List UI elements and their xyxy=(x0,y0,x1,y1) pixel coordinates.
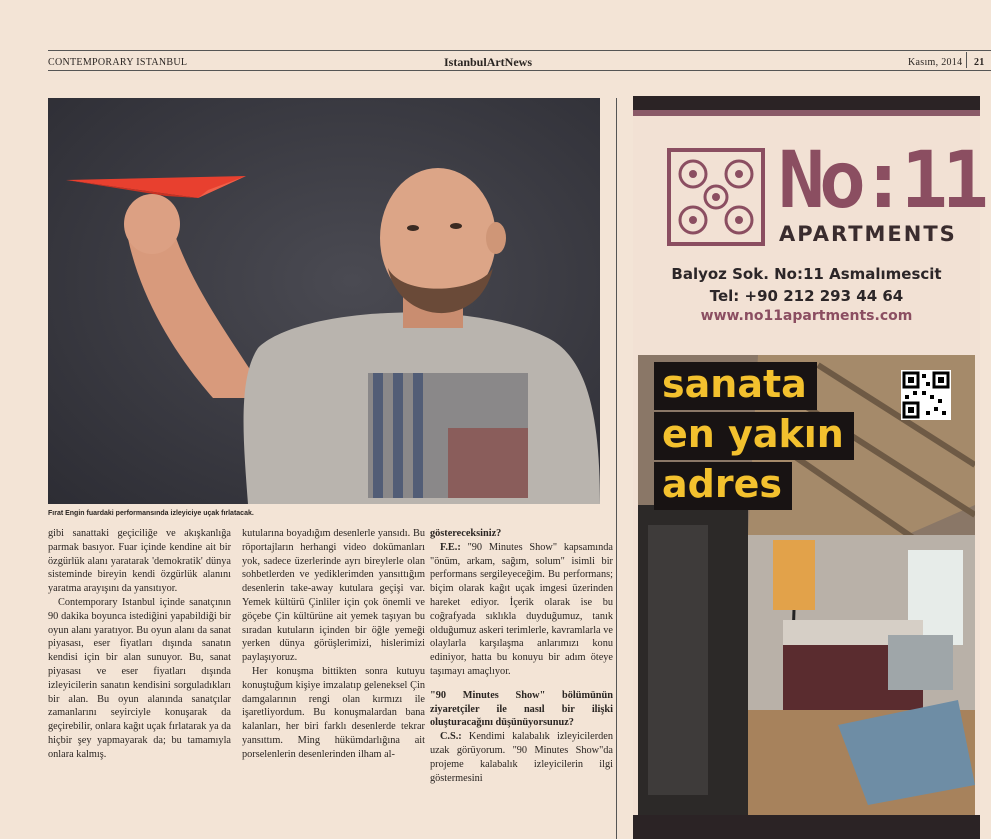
qr-code-icon[interactable] xyxy=(901,370,951,420)
logo-wordmark: APARTMENTS xyxy=(779,222,957,246)
slogan-line-1: sanata xyxy=(654,362,817,410)
answer-1-label: F.E.: xyxy=(440,541,461,553)
column-separator xyxy=(616,98,617,839)
header-brand: IstanbulArtNews xyxy=(444,55,533,69)
header-divider xyxy=(966,52,967,68)
ad-website-link[interactable]: www.no11apartments.com xyxy=(700,308,913,324)
slogan-line-2: en yakın xyxy=(654,412,854,460)
ad-top-bar-accent xyxy=(633,110,980,116)
col1-paragraph-2: Contemporary Istanbul içinde sanatçının 90 dakika boyunca istediğini yapabildiği bir oyun alanı yaratıyor. Bu oyun alanı da sanat piyasası, eser fiyatları dışında sanatın kendisi için bir alan sunuyor. Bu, sanat piyasası ve eser fiyatları dışında izleyicilerin sanatın kendisini sorguladıkları bir alan. Bu oyun alanında sanatçılar zamanlarını seyirciyle konuşarak da geçirebilir, onlara kağıt uçak fırlatarak ya da hiçbir şey yapmayarak da; bu tamamıyla onlara kalmış. xyxy=(48,596,231,760)
artist-photo-illustration xyxy=(48,98,600,504)
slogan-line-3: adres xyxy=(654,462,792,510)
ad-phone: Tel: +90 212 293 44 64 xyxy=(709,287,904,305)
page-number: 21 xyxy=(974,57,985,68)
article-column-3 xyxy=(430,527,613,785)
ad-bottom-bar xyxy=(633,815,980,839)
ornament-logo-icon xyxy=(667,148,765,246)
logo-number: No:11 xyxy=(778,136,983,226)
artist-photo xyxy=(48,98,600,504)
header-section-label: CONTEMPORARY ISTANBUL xyxy=(48,57,188,68)
question-2: "90 Minutes Show" bölümünün ziyaretçiler ile nasıl bir ilişki oluşturacağını düşünüyorsunuz? xyxy=(430,689,613,729)
answer-2-label: C.S.: xyxy=(440,731,462,743)
header-top-rule xyxy=(48,50,991,51)
header-date: Kasım, 2014 xyxy=(908,57,963,68)
answer-2-text: Kendimi kalabalık izleyicilerden uzak görüyorum. "90 Minutes Show"da projeme kalabalık izleyicilerin ilgi göstermesini xyxy=(430,731,614,784)
col1-paragraph-1: gibi sanattaki geçiciliğe ve akışkanlığa parmak basıyor. Fuar içinde kendine ait bir özgürlük alanı yaratarak 'demokratik' dünya sisteminde bireyin kendi özgürlük alanını yaratma arayışını da yansıtıyor. xyxy=(48,528,231,595)
question-1-end: göstereceksiniz? xyxy=(430,528,502,539)
col2-paragraph-1: kutularına boyadığım desenlerle yansıdı. Bu röportajların herhangi video dokümanları yok, sadece üzerlerinde ayrı bireylerle olan sohbetlerden ve yediklerimden yansıttığım desenlerin take-away kutulara geçişi var. Yemek kültürü Çinliler için çok önemli ve göçebe Çin kültürüne ait yemek taşıyan bu sıradan kutuların içinden bir öğle yemeği yerken dünya görüşlerimizi, hislerimizi paylaşıyoruz. xyxy=(242,528,425,664)
ad-address: Balyoz Sok. No:11 Asmalımescit xyxy=(671,265,942,283)
article-column-1 xyxy=(48,527,231,762)
col2-paragraph-2: Her konuşma bittikten sonra kutuyu konuştuğum kişiye imzalatıp geleneksel Çin damgalarının rengi olan kırmızı ile işaretliyordum. Bu konuşmalardan bana kalanları, her biri farklı desenlerde tekrar yansıttım. Ming hükümdarlığına ait porselenlerin desenlerinden ilham al- xyxy=(242,665,425,760)
answer-1-text: "90 Minutes Show" kapsamında "önüm, arkam, sağım, solum" isimli bir performans sergileyeceğim. Bu performans; biçim olarak kağıt uçak imgesi üzerinden hareket ediyor. İçerik olarak ise bu coğrafyada sıklıkla duyduğumuz, tanık olduğumuz askeri terimlerle, kavramlarla ve olaylarla karşılaşma anlarımızı konu ediniyor, hatta bu konuyu bir adım öteye taşımayı amaçlıyor. xyxy=(430,541,613,677)
ad-top-bar xyxy=(633,96,980,110)
photo-caption: Fırat Engin fuardaki performansında izleyiciye uçak fırlatacak. xyxy=(48,510,254,517)
header-bottom-rule xyxy=(48,70,991,71)
article-column-2 xyxy=(242,527,425,762)
